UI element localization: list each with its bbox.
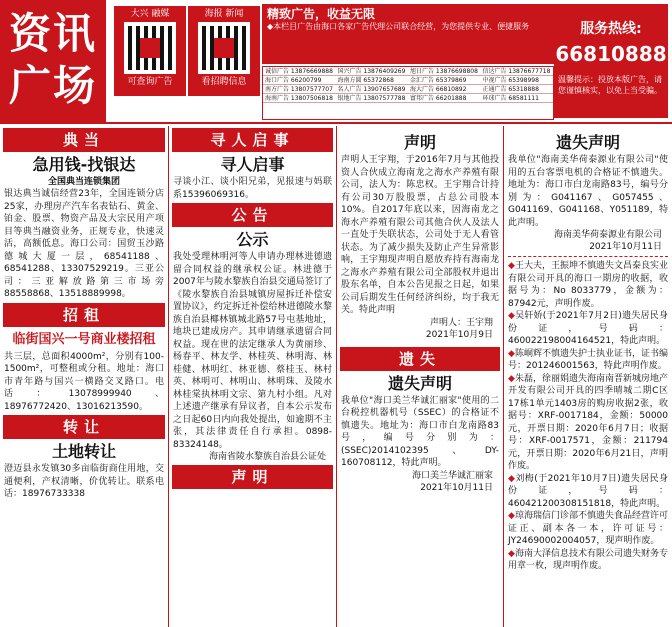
ad-body-land: 澄迈县永发镇30多亩临街商住用地，交通便利，产权清晰，价优转让。联系电话：18976733338 bbox=[4, 464, 164, 499]
ad-body-missing: 寻谈小江、谈小阳兄弟，见报速与妈联系15396069316。 bbox=[173, 177, 332, 200]
bullet-icon: ◆ bbox=[508, 548, 515, 559]
ad-title-public-notice: 公示 bbox=[236, 230, 269, 249]
divider bbox=[508, 256, 668, 257]
qr-caption-top: 海报 新闻 bbox=[204, 9, 244, 19]
notice-text: 陈峒辉不慎遗失护士执业证书，证书编号：201246001563，特此声明作废。 bbox=[508, 348, 668, 371]
contact-cell: 名人广告 13907657689 bbox=[337, 86, 406, 93]
qr-box-2[interactable] bbox=[188, 6, 260, 96]
qr-code-icon bbox=[198, 22, 250, 74]
contact-cell: 诚信广告 13876669888 bbox=[265, 68, 333, 75]
notice-item bbox=[504, 473, 672, 511]
contact-cell: 中视广告 65398998 bbox=[482, 77, 539, 84]
contact-cell: 海南广告 13807506818 bbox=[265, 95, 333, 102]
notice-item bbox=[504, 548, 672, 573]
ad-signature-notary: 海南省陵水黎族自治县公证处 bbox=[208, 452, 326, 462]
contact-cell: 环球广告 68581111 bbox=[482, 95, 539, 102]
ad-title-lost: 遗失声明 bbox=[387, 373, 452, 393]
section-pawn: 典当 bbox=[3, 128, 165, 152]
qr-caption-bottom: 看招聘信息 bbox=[201, 77, 247, 87]
masthead bbox=[0, 0, 672, 124]
column-3 bbox=[336, 126, 503, 627]
notice-text: 朱磊，徐丽娟遗失海南南晋新城房地产开发有限公司开具的四季晴城二期C区17栋1单元1403房的购房收据2张，收据号：XRF-0017184，金额：50000元，开票日期：2020年6月7日；收据号：XRF-0017571，金额：211794元，开票日期：2020年6月21日，声明作废。 bbox=[508, 373, 668, 471]
section-announcement: 公告 bbox=[172, 203, 333, 227]
notice-list bbox=[504, 260, 672, 573]
slogan-banner bbox=[262, 4, 554, 64]
bullet-icon: ◆ bbox=[508, 348, 515, 359]
section-transfer: 转让 bbox=[3, 415, 165, 439]
qr-caption-bottom: 可查询广告 bbox=[127, 77, 173, 87]
ad-date: 2021年10月9日 bbox=[425, 329, 493, 340]
contact-cell: 金汇广告 65379869 bbox=[410, 77, 467, 84]
bullet-icon: ◆ bbox=[508, 373, 515, 384]
ad-body-yinda: 银达典当诚信经营23年，全国连锁分店25家，办理房产汽车名表钻石、黄金、铂金、股票、物资产品及大宗民用产项目等典当融资业务，正规专业，快速灵活，高额低息。海口公司：国贸玉沙路德城大厦一层，68541188、68541288、13307529219。三亚公司：三亚解放路第三市场旁88558868、13518889998。 bbox=[4, 189, 164, 299]
notice-item bbox=[504, 260, 672, 310]
ad-body-public-notice: 我处受理林明河等人申请办理林进德遗留合同权益的继承权公证。林进德于2007年与陵水黎族自治县交通局签订了《陵水黎族自治县城镇房屋拆迁补偿安置协议》，约定拆迁补偿给林进德陵水黎族自治县椰林镇城北路57号屯基地址，地块已建成房产。其申请继承遗留合同权益。现在世的法定继承人为黄丽珍、杨春平、林友学、林桂英、林明海、林桂健、林明红、林亚德、蔡桂玉、林村英、林明可、林明山、林明珠、及陵水林桂棠执林明文宗、第九村小组。凡对上述遗产继承有异议者，自本公示发布之日起60日内向我处提出，如逾期不主张，其法律责任自行承担。0898-83324148。 bbox=[173, 252, 332, 450]
contact-cell: 海大广告 66810892 bbox=[410, 86, 467, 93]
slogan-text: ◆本栏目广告由海口各家广告代理公司联合经营，为您提供专业、便捷服务 bbox=[267, 22, 530, 31]
ad-title-rent: 临街国兴一号商业楼招租 bbox=[12, 331, 156, 347]
hotline-note: 温馨提示：投放本版广告，请您谨慎核实，以免上当受骗。 bbox=[558, 75, 662, 95]
column-1 bbox=[0, 126, 168, 627]
hotline-title: 服务热线: bbox=[580, 21, 642, 37]
contact-cell: 信达广告 13876677718 bbox=[482, 68, 551, 75]
contact-cell: 南方广告 13807577707 bbox=[265, 86, 333, 93]
brand-logo bbox=[0, 0, 106, 124]
qr-caption-top: 大兴 融媒 bbox=[130, 9, 170, 19]
qr-code-icon bbox=[124, 22, 176, 74]
contact-cell: 银地广告 13807577788 bbox=[337, 95, 406, 102]
section-lost: 遗失 bbox=[340, 347, 500, 371]
contact-row bbox=[263, 85, 553, 94]
notice-item bbox=[504, 373, 672, 473]
brand-line2: 广场 bbox=[8, 61, 97, 110]
contact-cell: 旭日广告 13876698808 bbox=[410, 68, 478, 75]
section-rent: 招租 bbox=[3, 303, 165, 327]
ad-signer: 声明人：王宇翔 bbox=[429, 317, 493, 328]
notice-text: 吴轩娇(于2021年7月2日)遗失居民身份证，号码：460022198004164521，特此声明。 bbox=[508, 311, 668, 346]
ad-title-yinda: 急用钱-找银达 bbox=[32, 155, 136, 174]
contact-row bbox=[263, 76, 553, 85]
notice-text: 琼海瑞信门诊部不慎遗失食品经营许可证正、副本各一本，许可证号：JY24690002004057，现声明作废。 bbox=[508, 511, 668, 546]
contact-grid bbox=[262, 66, 554, 120]
brand-line1: 资讯 bbox=[8, 9, 97, 58]
bullet-icon: ◆ bbox=[508, 311, 516, 321]
contact-cell: 海口广告 66200799 bbox=[265, 77, 322, 84]
ad-signer: 海口美兰华诚汇丽家 bbox=[411, 470, 493, 481]
ad-title-statement: 声明 bbox=[403, 133, 436, 152]
column-2 bbox=[168, 126, 336, 627]
bullet-icon: ◆ bbox=[508, 511, 515, 521]
hotline-box bbox=[554, 4, 668, 118]
ad-signer: 海南美华荷泰源业有限公司 bbox=[553, 230, 662, 240]
contact-row bbox=[263, 67, 553, 76]
notice-item bbox=[504, 510, 672, 548]
slogan-title: 精致广告，收益无限 bbox=[267, 7, 376, 21]
section-missing-person: 寻人启事 bbox=[172, 128, 333, 152]
notice-text: 刘梅(于2021年10月7日)遗失居民身份证，号码：460421200308151818，特此声明。 bbox=[508, 473, 668, 509]
contact-cell: 国兴广告 13876409269 bbox=[337, 68, 406, 75]
ad-title-lost-2: 遗失声明 bbox=[555, 133, 620, 152]
ad-title-missing: 寻人启事 bbox=[220, 155, 285, 174]
bullet-icon: ◆ bbox=[508, 473, 516, 484]
ad-title-land: 土地转让 bbox=[51, 442, 116, 461]
ad-date: 2021年10月11日 bbox=[589, 242, 662, 252]
section-statement: 声明 bbox=[172, 465, 333, 489]
qr-box-1[interactable] bbox=[114, 6, 186, 96]
ad-date: 2021年10月11日 bbox=[420, 482, 493, 493]
ad-body-rent: 共三层，总面积4000m²，分别有100-1500m²，可整租或分租。地址：海口市青年路与国兴一横路交叉路口。电话：13078999940、18976772420、13016213590。 bbox=[4, 351, 164, 412]
ad-subtitle-yinda: 全国典当连锁集团 bbox=[47, 177, 120, 187]
notice-text: 海南大泽信息技术有限公司遗失财务专用章一枚，现声明作废。 bbox=[508, 548, 668, 571]
column-4 bbox=[503, 126, 672, 627]
ad-body-lost-2: 我单位"海南美华荷泰源业有限公司"使用的五台客票电机的合格证不慎遗失。地址为：海口市白龙南路83号，编号分别为：G041167、G057455、G041169、G041168、Y051189，特此声明。 bbox=[508, 155, 668, 228]
contact-cell: 富邦广告 66201888 bbox=[410, 95, 467, 102]
ad-body-lost: 我单位"海口美兰华诚汇丽家"使用的二台税控机器机号（SSEC）的合格证不慎遗失。地址为：海口市白龙南路83号，编号分别为：(SSEC)2014102395、DY-160708112，特此声明。 bbox=[341, 395, 499, 468]
notice-item bbox=[504, 310, 672, 348]
contact-row bbox=[263, 94, 553, 103]
notice-text: 王大夫，王振坤不慎遗失文昌泰良实业有限公司开具的海口一期房的收据，收据号为：No 8033779，金额为：87942元，声明作废。 bbox=[508, 261, 668, 309]
contact-cell: 海南方圆 65372868 bbox=[337, 77, 394, 84]
ad-body-statement: 声明人王宇翔，于2016年7月与其他投资人合伙成立海南龙之海水产养殖有限公司，法人为：陈忠权。王宇翔合计持有公司30万股股票，占总公司股本10%。自2017年底以来，因海南龙之海水产养殖有限公司其他合伙人及法人一直处于失联状态，公司处于无人看管状态。为了减少损失及防止产生异常影响，王宇翔现声明自愿放弃持有海南龙之海水产养殖有限公司全部股权并退出股东名单，自本公告见报之日起，如果公司后期发生任何经济纠纷，均于我无关。特此声明 bbox=[341, 155, 499, 315]
notice-item bbox=[504, 348, 672, 373]
bullet-icon: ◆ bbox=[508, 261, 515, 271]
contact-cell: 正通广告 65318888 bbox=[482, 86, 539, 93]
hotline-number[interactable]: 66810888 bbox=[555, 42, 667, 66]
